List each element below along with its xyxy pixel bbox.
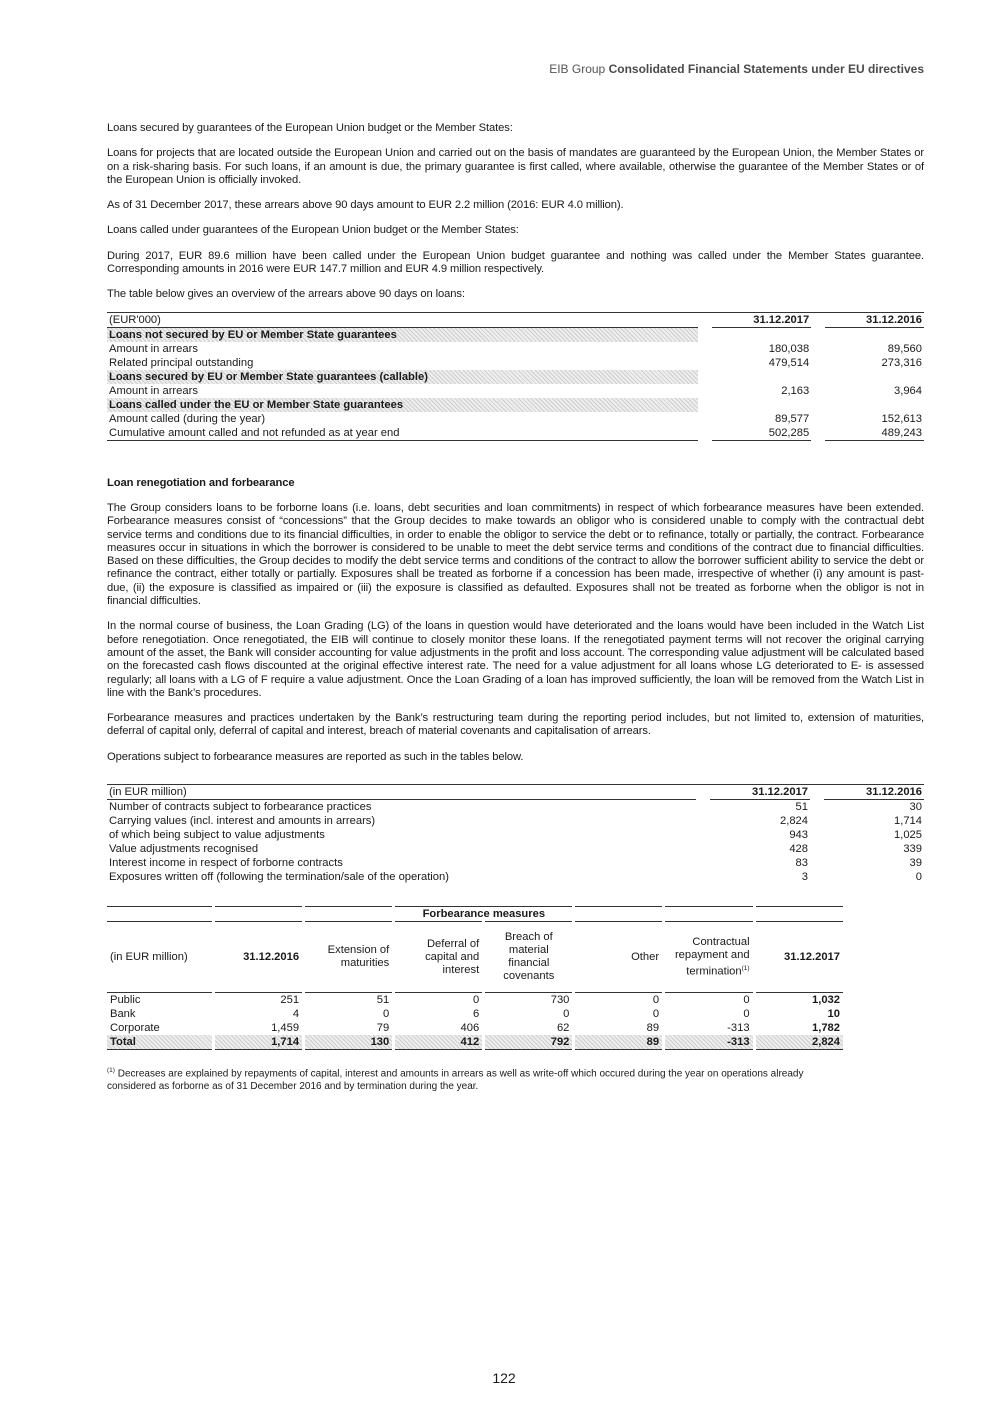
table-row: Value adjustments recognised 428 339 — [109, 843, 922, 856]
column-header: Other — [574, 922, 664, 993]
section-row: Loans not secured by EU or Member State guarantees — [107, 327, 698, 342]
paragraph: Operations subject to forbearance measures are reported as such in the tables below. — [107, 750, 524, 763]
column-header: Deferral of capital and interest — [394, 922, 484, 993]
page-number: 122 — [492, 1370, 516, 1386]
forbearance-measures-table — [107, 906, 843, 1050]
column-header: Breach of material financial covenants — [484, 922, 574, 993]
paragraph: The table below gives an overview of the arrears above 90 days on loans: — [107, 288, 465, 301]
column-header: 31.12.2016 — [213, 922, 303, 993]
group-header: Forbearance measures — [394, 907, 574, 922]
column-header: 31.12.2016 — [825, 312, 924, 327]
paragraph: During 2017, EUR 89.6 million have been called under the European Union budget guarantee and nothing was called under the Member States guarantee. Corresponding amounts in 2016 were EUR 147.7 million and EUR 4.9 million respectively. — [107, 249, 924, 276]
main-content — [107, 122, 924, 1093]
paragraph: Forbearance measures and practices undertaken by the Bank’s restructuring team during the reporting period includes, but not limited to, extension of maturities, deferral of capital only, deferral of capital and interest, breach of material covenants and capitalisation of arrears. — [107, 712, 924, 738]
arrears-table — [107, 312, 924, 441]
paragraph: The Group considers loans to be forborne loans (i.e. loans, debt securities and loan commitments) in respect of which forbearance measures have been extended. Forbearance measures consist of “concessions” that the Group decides to make towards an obligor who is considered unable to comply with the contractual debt service terms and conditions due to its financial difficulties, in order to enable the obligor to service the debt or to refinance, totally or partially, the contract. Forbearance measures occur in situations in which the borrower is considered to be unable to meet the debt service terms and conditions of the contract due to financial difficulties. Based on these difficulties, the Group decides to modify the debt service terms and conditions of the contract to allow the borrower sufficient ability to service the debt or refinance the contract, either totally or partially. Exposures shall be treated as forborne if a concession has been made, irrespective of whether (i) any amount is past-due, (ii) the exposure is classified as impaired or (iii) the exposure is classified as defaulted. Exposures shall not be treated as forborne when the obligor is not in financial difficulties. — [107, 501, 924, 608]
section-title: Loan renegotiation and forbearance — [107, 476, 295, 489]
column-header: 31.12.2017 — [710, 785, 810, 800]
table-row: Amount called (during the year) 89,577 152,613 — [109, 412, 922, 425]
section-row: Loans secured by EU or Member State guarantees (callable) — [107, 370, 698, 384]
header-title: Consolidated Financial Statements under EU directives — [608, 62, 924, 76]
table-unit: (EUR'000) — [107, 312, 698, 327]
table-row: Amount in arrears 180,038 89,560 — [109, 342, 922, 355]
column-header: Contractual repayment and termination$^{(1)}$ — [664, 922, 755, 993]
paragraph: As of 31 December 2017, these arrears above 90 days amount to EUR 2.2 million (2016: EUR 4.0 million). — [107, 199, 624, 212]
column-header: 31.12.2016 — [824, 785, 924, 800]
paragraph: Loans secured by guarantees of the European Union budget or the Member States: — [107, 122, 513, 134]
table-row: Number of contracts subject to forbearance practices 51 30 — [109, 801, 922, 814]
table-row: Interest income in respect of forborne contracts 83 39 — [109, 857, 922, 870]
paragraph: Loans for projects that are located outside the European Union and carried out on the basis of mandates are guaranteed by the European Union, the Member States or on a risk-sharing basis. For such loans, if an amount is due, the primary guarantee is first called, where available, otherwise the guarantee of the Member States or of the European Union is officially invoked. — [107, 147, 924, 186]
footnote-text: Decreases are explained by repayments of capital, interest and amounts in arrears as well as write-off which occured during the year on operations already considered as forborne as of 31 December 2016 and by termination during the year. — [107, 1068, 804, 1093]
forbearance-summary-table — [107, 784, 924, 884]
total-row: Total 1,714 130 412 792 89 -313 2,824 — [107, 1035, 843, 1050]
section-row: Loans called under the EU or Member State guarantees — [107, 398, 698, 412]
table-row: Amount in arrears 2,163 3,964 — [109, 384, 922, 397]
table-row: Carrying values (incl. interest and amounts in arrears) 2,824 1,714 — [109, 815, 922, 828]
page-header — [549, 62, 924, 76]
table-unit: (in EUR million) — [107, 785, 696, 800]
paragraph: Loans called under guarantees of the European Union budget or the Member States: — [107, 224, 519, 237]
table-row: Cumulative amount called and not refunded as at year end 502,285 489,243 — [109, 426, 922, 439]
table-unit: (in EUR million) — [107, 922, 213, 993]
footnote-mark: (1) — [741, 964, 750, 972]
table-row: Bank 4 0 6 0 0 0 10 — [107, 1007, 843, 1021]
footnote-mark: (1) — [107, 1067, 115, 1075]
paragraph: In the normal course of business, the Loan Grading (LG) of the loans in question would have deteriorated and the loans would have been included in the Watch List before renegotiation. Once renegotiated, the EIB will continue to closely monitor these loans. If the renegotiated payment terms will not recover the original carrying amount of the asset, the Bank will consider accounting for value adjustments in the profit and loss account. The corresponding value adjustment will be calculated based on the forecasted cash flows discounted at the original effective interest rate. The need for a value adjustment for all loans whose LG deteriorated to E- is assessed regularly; all loans with a LG of F require a value adjustment. Once the Loan Grading of a loan has improved sufficiently, the loan will be removed from the Watch List in line with the Bank’s procedures. — [107, 620, 924, 699]
column-header: 31.12.2017 — [754, 922, 843, 993]
header-prefix: EIB Group — [549, 62, 606, 76]
table-row: Corporate 1,459 79 406 62 89 -313 1,782 — [107, 1021, 843, 1035]
table-row: Public 251 51 0 730 0 0 1,032 — [107, 993, 843, 1008]
table-row: Exposures written off (following the termination/sale of the operation) 3 0 — [109, 871, 922, 884]
column-header: 31.12.2017 — [712, 312, 811, 327]
table-row: Related principal outstanding 479,514 273,316 — [109, 356, 922, 369]
footnote — [107, 1064, 843, 1093]
table-row: of which being subject to value adjustments 943 1,025 — [109, 829, 922, 842]
column-header: Extension of maturities — [304, 922, 394, 993]
